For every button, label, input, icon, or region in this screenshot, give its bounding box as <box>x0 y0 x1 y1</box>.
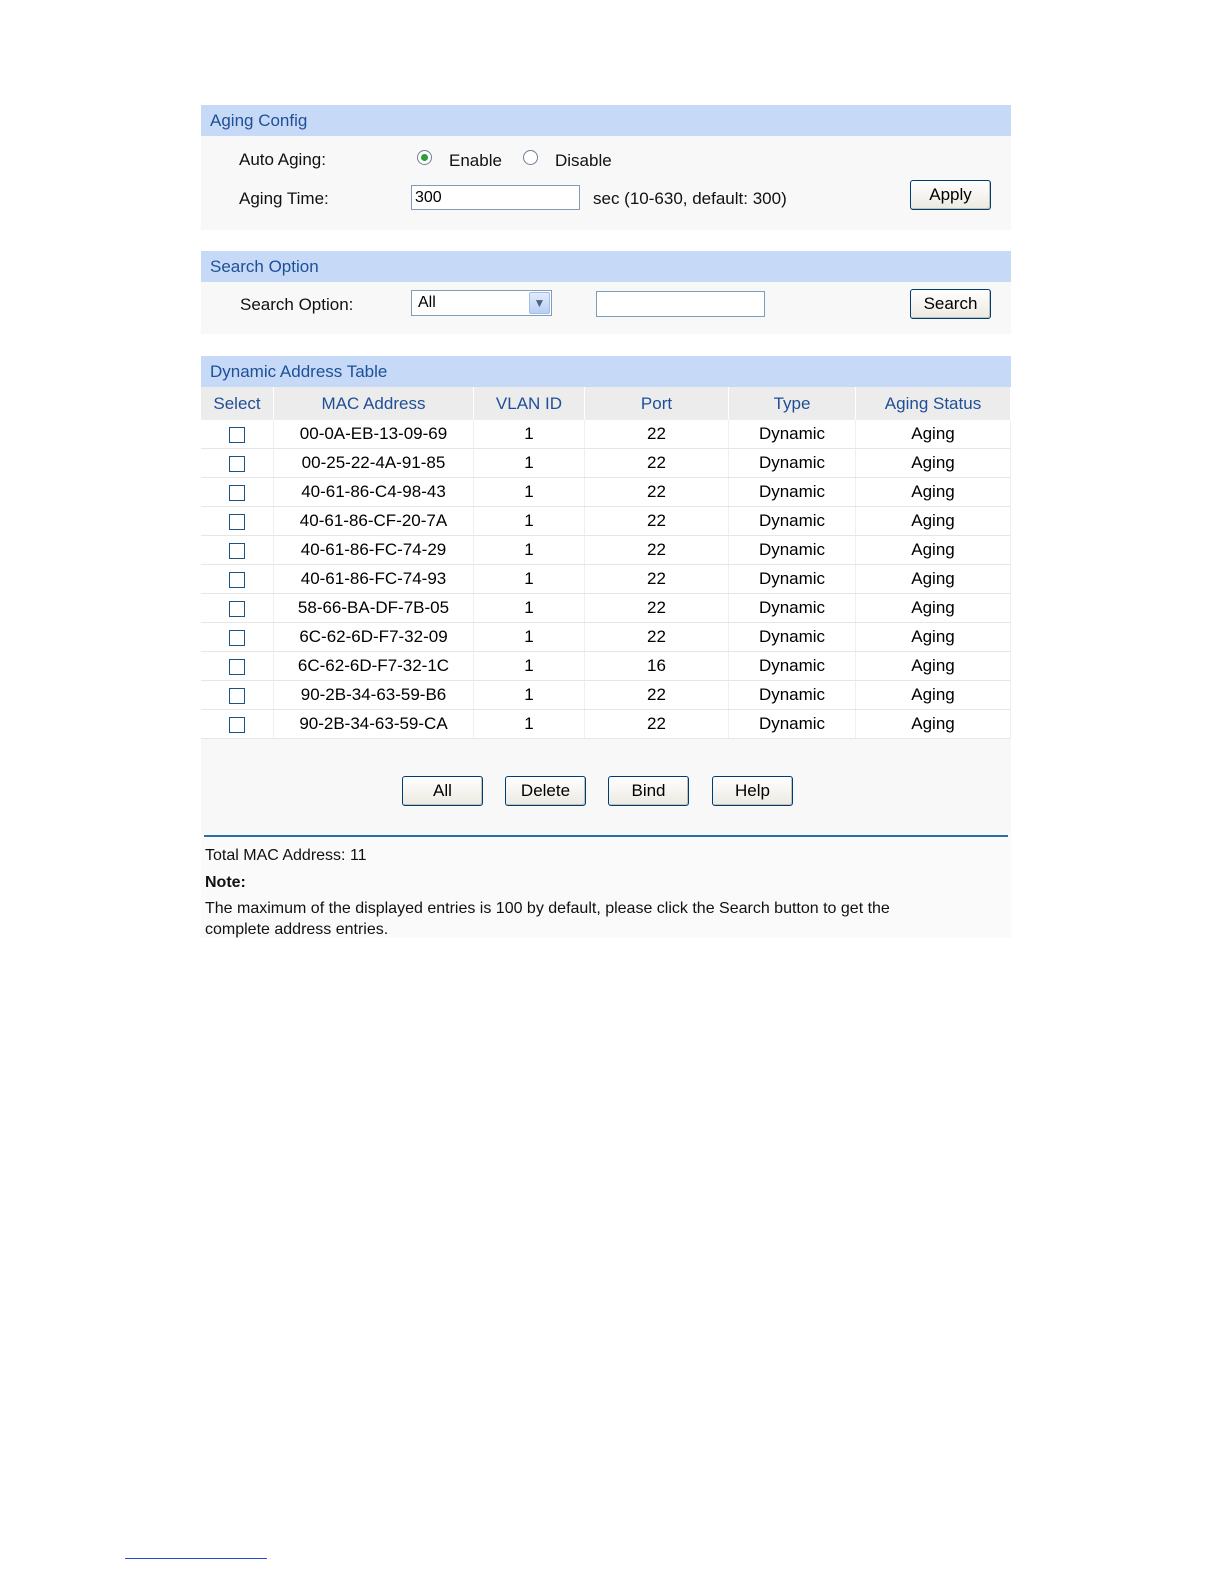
port-cell: 22 <box>585 478 729 507</box>
port-cell: 22 <box>585 681 729 710</box>
type-cell: Dynamic <box>729 420 856 449</box>
mac-cell: 40-61-86-FC-74-93 <box>274 565 474 594</box>
type-cell: Dynamic <box>729 478 856 507</box>
select-cell <box>201 449 274 478</box>
search-text-input[interactable] <box>596 291 765 317</box>
vlan-cell: 1 <box>474 681 585 710</box>
table-row <box>201 507 1011 536</box>
status-cell: Aging <box>856 478 1011 507</box>
column-header-aging-status: Aging Status <box>856 387 1011 420</box>
vlan-cell: 1 <box>474 652 585 681</box>
chevron-down-icon[interactable]: ▼ <box>529 292 550 314</box>
enable-radio[interactable] <box>417 150 432 165</box>
type-cell: Dynamic <box>729 652 856 681</box>
port-cell: 22 <box>585 594 729 623</box>
note-label: Note: <box>205 874 246 891</box>
status-cell: Aging <box>856 623 1011 652</box>
mac-cell: 6C-62-6D-F7-32-09 <box>274 623 474 652</box>
help-button[interactable]: Help <box>712 776 793 806</box>
vlan-cell: 1 <box>474 565 585 594</box>
search-button[interactable]: Search <box>910 289 991 319</box>
mac-cell: 6C-62-6D-F7-32-1C <box>274 652 474 681</box>
type-cell: Dynamic <box>729 507 856 536</box>
mac-cell: 40-61-86-CF-20-7A <box>274 507 474 536</box>
row-checkbox[interactable] <box>229 688 245 704</box>
bind-button[interactable]: Bind <box>608 776 689 806</box>
status-cell: Aging <box>856 681 1011 710</box>
vlan-cell: 1 <box>474 449 585 478</box>
mac-cell: 90-2B-34-63-59-B6 <box>274 681 474 710</box>
table-row <box>201 536 1011 565</box>
type-cell: Dynamic <box>729 449 856 478</box>
address-table-panel <box>201 356 1011 834</box>
table-row <box>201 565 1011 594</box>
select-all-button[interactable]: All <box>402 776 483 806</box>
mac-cell: 40-61-86-FC-74-29 <box>274 536 474 565</box>
select-cell <box>201 594 274 623</box>
select-cell <box>201 536 274 565</box>
table-row <box>201 594 1011 623</box>
dynamic-address-table <box>201 387 1011 739</box>
search-option-header: Search Option <box>201 251 1011 282</box>
mac-cell: 00-25-22-4A-91-85 <box>274 449 474 478</box>
aging-time-hint: sec (10-630, default: 300) <box>593 189 787 208</box>
row-checkbox[interactable] <box>229 514 245 530</box>
status-cell: Aging <box>856 652 1011 681</box>
select-cell <box>201 710 274 739</box>
aging-config-header: Aging Config <box>201 105 1011 136</box>
search-option-selected: All <box>418 294 436 311</box>
select-cell <box>201 652 274 681</box>
search-option-panel <box>201 251 1011 334</box>
mac-cell: 58-66-BA-DF-7B-05 <box>274 594 474 623</box>
type-cell: Dynamic <box>729 565 856 594</box>
table-header-row <box>201 387 1011 420</box>
vlan-cell: 1 <box>474 478 585 507</box>
column-header-mac: MAC Address <box>274 387 474 420</box>
auto-aging-label: Auto Aging: <box>239 150 326 169</box>
table-row <box>201 652 1011 681</box>
vlan-cell: 1 <box>474 507 585 536</box>
mac-cell: 40-61-86-C4-98-43 <box>274 478 474 507</box>
row-checkbox[interactable] <box>229 630 245 646</box>
row-checkbox[interactable] <box>229 572 245 588</box>
port-cell: 22 <box>585 536 729 565</box>
mac-cell: 00-0A-EB-13-09-69 <box>274 420 474 449</box>
vlan-cell: 1 <box>474 536 585 565</box>
type-cell: Dynamic <box>729 594 856 623</box>
aging-time-label: Aging Time: <box>239 189 329 208</box>
vlan-cell: 1 <box>474 710 585 739</box>
select-cell <box>201 507 274 536</box>
aging-time-input[interactable] <box>411 185 580 210</box>
apply-button[interactable]: Apply <box>910 180 991 210</box>
address-table-header: Dynamic Address Table <box>201 356 1011 387</box>
type-cell: Dynamic <box>729 681 856 710</box>
vlan-cell: 1 <box>474 623 585 652</box>
table-row <box>201 710 1011 739</box>
status-cell: Aging <box>856 507 1011 536</box>
disable-label[interactable]: Disable <box>555 151 612 170</box>
enable-label[interactable]: Enable <box>449 151 502 170</box>
status-cell: Aging <box>856 449 1011 478</box>
row-checkbox[interactable] <box>229 601 245 617</box>
select-cell <box>201 565 274 594</box>
delete-button[interactable]: Delete <box>505 776 586 806</box>
type-cell: Dynamic <box>729 710 856 739</box>
table-row <box>201 478 1011 507</box>
note-text-line2: complete address entries. <box>205 921 389 938</box>
search-option-label: Search Option: <box>240 295 354 314</box>
vlan-cell: 1 <box>474 420 585 449</box>
vlan-cell: 1 <box>474 594 585 623</box>
row-checkbox[interactable] <box>229 456 245 472</box>
row-checkbox[interactable] <box>229 659 245 675</box>
status-cell: Aging <box>856 536 1011 565</box>
table-row <box>201 449 1011 478</box>
status-cell: Aging <box>856 594 1011 623</box>
page-footnote-rule <box>125 1558 267 1559</box>
port-cell: 16 <box>585 652 729 681</box>
type-cell: Dynamic <box>729 536 856 565</box>
port-cell: 22 <box>585 623 729 652</box>
row-checkbox[interactable] <box>229 717 245 733</box>
column-header-vlan: VLAN ID <box>474 387 585 420</box>
status-cell: Aging <box>856 710 1011 739</box>
select-cell <box>201 420 274 449</box>
footer-divider <box>204 835 1008 837</box>
select-cell <box>201 623 274 652</box>
aging-config-panel <box>201 105 1011 230</box>
table-row <box>201 420 1011 449</box>
port-cell: 22 <box>585 420 729 449</box>
row-checkbox[interactable] <box>229 427 245 443</box>
column-header-port: Port <box>585 387 729 420</box>
select-cell <box>201 478 274 507</box>
status-cell: Aging <box>856 565 1011 594</box>
row-checkbox[interactable] <box>229 543 245 559</box>
disable-radio[interactable] <box>523 150 538 165</box>
select-cell <box>201 681 274 710</box>
port-cell: 22 <box>585 565 729 594</box>
search-option-select[interactable] <box>411 290 552 316</box>
note-text-line1: The maximum of the displayed entries is 100 by default, please click the Search button to get the <box>205 900 890 917</box>
total-mac-text: Total MAC Address: 11 <box>205 847 367 864</box>
column-header-select: Select <box>201 387 274 420</box>
column-header-type: Type <box>729 387 856 420</box>
port-cell: 22 <box>585 449 729 478</box>
row-checkbox[interactable] <box>229 485 245 501</box>
port-cell: 22 <box>585 507 729 536</box>
type-cell: Dynamic <box>729 623 856 652</box>
table-row <box>201 623 1011 652</box>
port-cell: 22 <box>585 710 729 739</box>
mac-cell: 90-2B-34-63-59-CA <box>274 710 474 739</box>
status-cell: Aging <box>856 420 1011 449</box>
table-row <box>201 681 1011 710</box>
